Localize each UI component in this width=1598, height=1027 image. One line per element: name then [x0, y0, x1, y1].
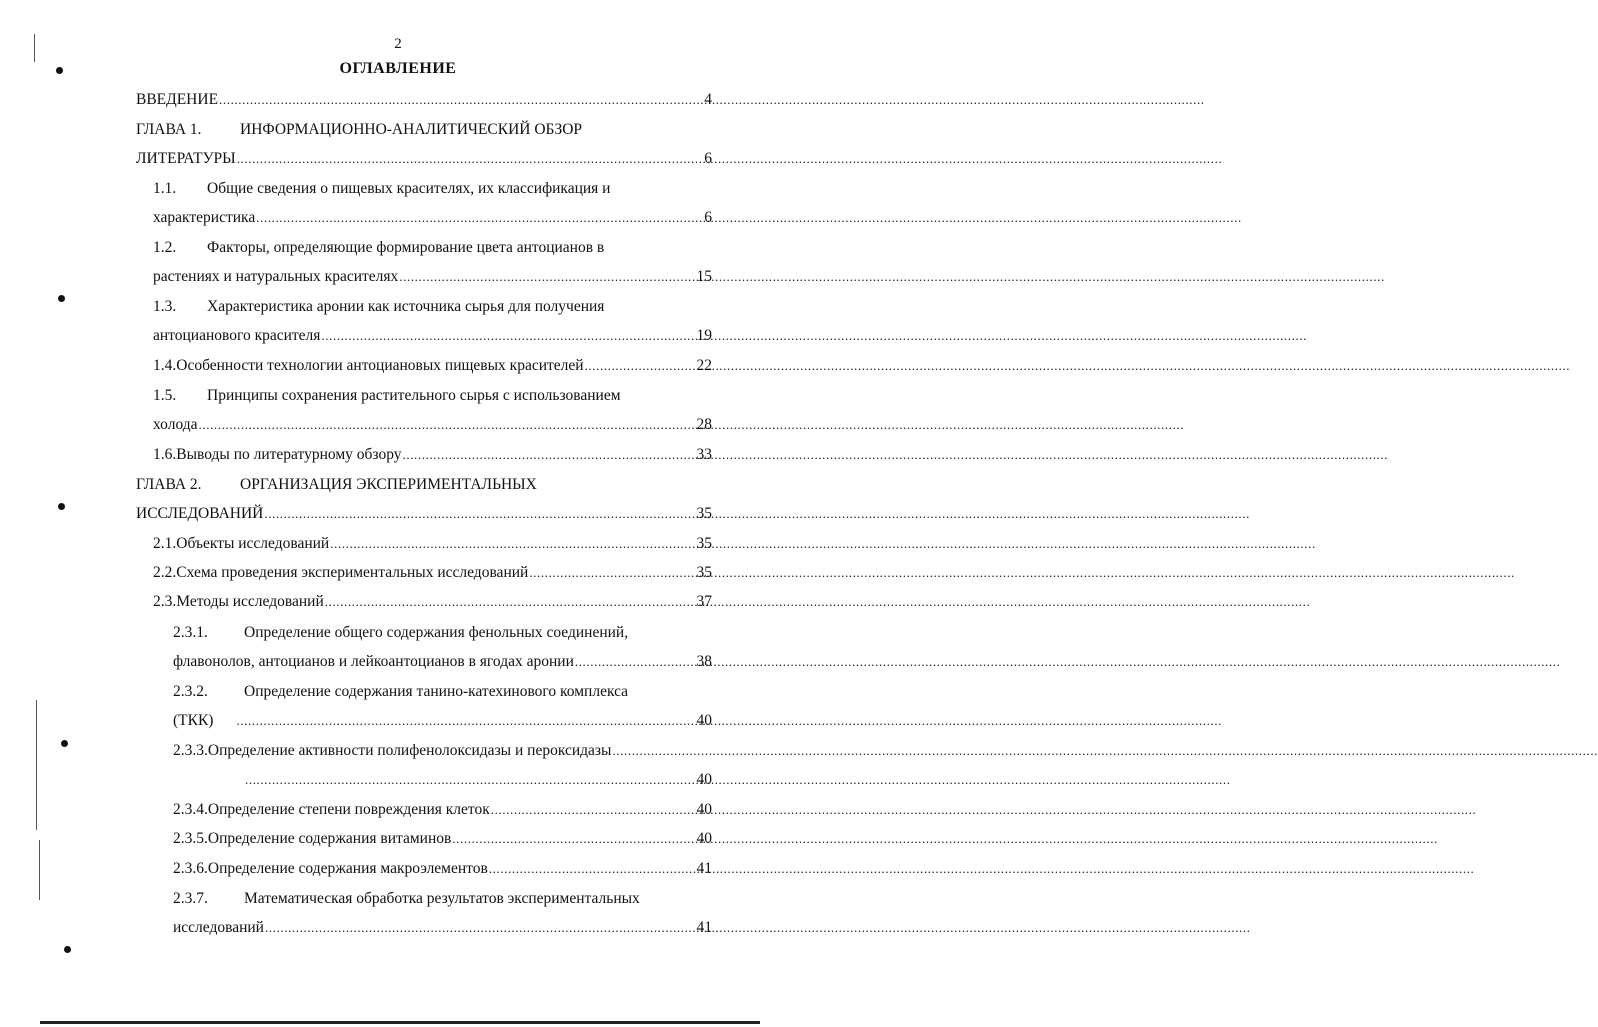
toc-subsection-number: 2.3.1.	[173, 624, 208, 641]
toc-subsection-title: Математическая обработка результатов экспериментальных	[244, 890, 640, 907]
toc-subsection-number: 2.3.6.	[173, 860, 208, 877]
toc-subsection-title: Определение активности полифенолоксидазы и пероксидазы	[207, 742, 612, 759]
leader-dots	[219, 91, 703, 109]
toc-page-number: 40	[696, 801, 712, 818]
toc-entry-1-4[interactable]	[153, 357, 712, 379]
leader-dots	[330, 535, 695, 553]
toc-page-number: 22	[696, 357, 712, 374]
toc-entry-2-3-2[interactable]	[173, 712, 712, 734]
toc-entry-2-3-7[interactable]	[173, 919, 712, 941]
leader-dots	[403, 446, 696, 464]
toc-page-number: 35	[696, 564, 712, 581]
toc-entry-2-3-5[interactable]	[173, 830, 712, 852]
toc-entry-text: ЛИТЕРАТУРЫ	[136, 150, 236, 167]
leader-dots	[236, 712, 695, 730]
toc-entry-text: Выводы по литературному обзору	[176, 446, 402, 463]
toc-section-number: 1.4.	[153, 357, 177, 374]
toc-entry-1-1[interactable]	[153, 209, 712, 231]
toc-chapter-title: ОРГАНИЗАЦИЯ ЭКСПЕРИМЕНТАЛЬНЫХ	[240, 476, 537, 493]
toc-page-number: 37	[696, 593, 712, 610]
toc-entry-1-2[interactable]	[153, 268, 712, 290]
toc-section-1-2-heading[interactable]	[153, 239, 604, 257]
toc-chapter-number: ГЛАВА 1.	[136, 121, 202, 138]
leader-dots	[199, 416, 696, 434]
toc-page-number: 28	[696, 416, 712, 433]
toc-page-number: 4	[704, 91, 712, 108]
leader-dots	[321, 327, 695, 345]
toc-entry-2-3-4[interactable]	[173, 801, 712, 823]
toc-section-number: 1.6.	[153, 446, 177, 463]
leader-dots	[489, 860, 696, 878]
toc-entry-text: (ТКК)	[173, 712, 214, 729]
toc-entry-chapter-1[interactable]	[136, 150, 712, 172]
toc-subsection-number: 2.3.5.	[173, 830, 208, 847]
leader-dots	[265, 919, 696, 937]
toc-section-number: 1.1.	[153, 180, 177, 197]
toc-subsection-title: Определение общего содержания фенольных соединений,	[244, 624, 629, 641]
toc-section-number: 2.2.	[153, 564, 177, 581]
toc-subsection-title: Определение содержания танино-катехинового комплекса	[244, 683, 629, 700]
toc-subsection-number: 2.3.3.	[173, 742, 208, 759]
toc-subsection-2-3-3-heading[interactable]	[173, 742, 712, 764]
toc-section-1-3-heading[interactable]	[153, 298, 604, 316]
toc-entry-text: исследований	[173, 919, 264, 936]
toc-subsection-number: 2.3.4.	[173, 801, 208, 818]
toc-entry-1-5[interactable]	[153, 416, 712, 438]
toc-chapter-2-heading[interactable]	[136, 476, 537, 494]
toc-page-number: 15	[696, 268, 712, 285]
toc-page-number: 38	[696, 653, 712, 670]
toc-section-1-5-heading[interactable]	[153, 387, 621, 405]
toc-chapter-number: ГЛАВА 2.	[136, 476, 202, 493]
leader-dots	[245, 771, 696, 789]
toc-subsection-number: 2.3.2.	[173, 683, 208, 700]
table-of-contents	[0, 0, 796, 1027]
page-title: ОГЛАВЛЕНИЕ	[339, 60, 457, 77]
leader-dots	[452, 830, 695, 848]
leader-dots	[575, 653, 696, 671]
leader-dots	[264, 505, 695, 523]
toc-entry-text: антоцианового красителя	[153, 327, 321, 344]
toc-entry-text: Определение содержания макроэлементов	[207, 860, 488, 877]
bottom-rule	[40, 1021, 760, 1024]
toc-entry-intro[interactable]	[136, 91, 712, 113]
toc-entry-1-6[interactable]	[153, 446, 712, 468]
toc-page-number: 40	[696, 830, 712, 847]
toc-section-title: Факторы, определяющие формирование цвета антоцианов в	[207, 239, 605, 256]
toc-entry-text: Особенности технологии антоциановых пищевых красителей	[176, 357, 584, 374]
toc-section-number: 2.1.	[153, 535, 177, 552]
toc-section-number: 1.3.	[153, 298, 177, 315]
toc-entry-text: Определение содержания витаминов	[207, 830, 452, 847]
toc-section-number: 1.5.	[153, 387, 177, 404]
toc-entry-2-3[interactable]	[153, 593, 712, 615]
toc-subsection-2-3-7-heading[interactable]	[173, 890, 640, 908]
toc-entry-1-3[interactable]	[153, 327, 712, 349]
toc-entry-text: характеристика	[153, 209, 256, 226]
toc-entry-2-3-1[interactable]	[173, 653, 712, 675]
toc-entry-text: ВВЕДЕНИЕ	[136, 91, 219, 108]
toc-subsection-2-3-1-heading[interactable]	[173, 624, 628, 642]
toc-entry-text: ИССЛЕДОВАНИЙ	[136, 505, 264, 522]
toc-section-title: Характеристика аронии как источника сырья для получения	[207, 298, 605, 315]
toc-subsection-2-3-2-heading[interactable]	[173, 683, 628, 701]
toc-page-number: 35	[696, 535, 712, 552]
leader-dots	[325, 593, 696, 611]
toc-entry-2-2[interactable]	[153, 564, 712, 586]
toc-entry-text: флавонолов, антоцианов и лейкоантоцианов в ягодах аронии	[173, 653, 574, 670]
toc-entry-2-3-3[interactable]	[244, 771, 712, 793]
toc-page-number: 41	[696, 860, 712, 877]
leader-dots	[399, 268, 695, 286]
leader-dots	[237, 150, 704, 168]
toc-entry-text: Методы исследований	[176, 593, 324, 610]
toc-page-number: 19	[696, 327, 712, 344]
toc-entry-2-3-6[interactable]	[173, 860, 712, 882]
leader-dots	[491, 801, 696, 819]
toc-page-number: 40	[696, 771, 712, 788]
toc-chapter-1-heading[interactable]	[136, 121, 582, 139]
toc-chapter-title: ИНФОРМАЦИОННО-АНАЛИТИЧЕСКИЙ ОБЗОР	[240, 121, 583, 138]
toc-section-title: Принципы сохранения растительного сырья с использованием	[207, 387, 621, 404]
toc-entry-text: холода	[153, 416, 198, 433]
toc-section-title: Общие сведения о пищевых красителях, их классификация и	[207, 180, 611, 197]
toc-page-number: 6	[704, 150, 712, 167]
toc-subsection-number: 2.3.7.	[173, 890, 208, 907]
leader-dots	[612, 742, 711, 760]
toc-entry-2-1[interactable]	[153, 535, 712, 557]
leader-dots	[256, 209, 703, 227]
toc-section-number: 1.2.	[153, 239, 177, 256]
toc-entry-text: Схема проведения экспериментальных исследований	[176, 564, 529, 581]
toc-page-number: 40	[696, 712, 712, 729]
toc-entry-text: Определение степени повреждения клеток	[207, 801, 490, 818]
toc-page-number: 6	[704, 209, 712, 226]
toc-page-number: 35	[696, 505, 712, 522]
toc-page-number: 41	[696, 919, 712, 936]
toc-section-1-1-heading[interactable]	[153, 180, 610, 198]
toc-entry-text: растениях и натуральных красителях	[153, 268, 399, 285]
leader-dots	[529, 564, 695, 582]
leader-dots	[585, 357, 696, 375]
toc-entry-chapter-2[interactable]	[136, 505, 712, 527]
toc-page-number: 33	[696, 446, 712, 463]
toc-section-number: 2.3.	[153, 593, 177, 610]
page-number: 2	[394, 36, 402, 52]
toc-entry-text: Объекты исследований	[176, 535, 330, 552]
